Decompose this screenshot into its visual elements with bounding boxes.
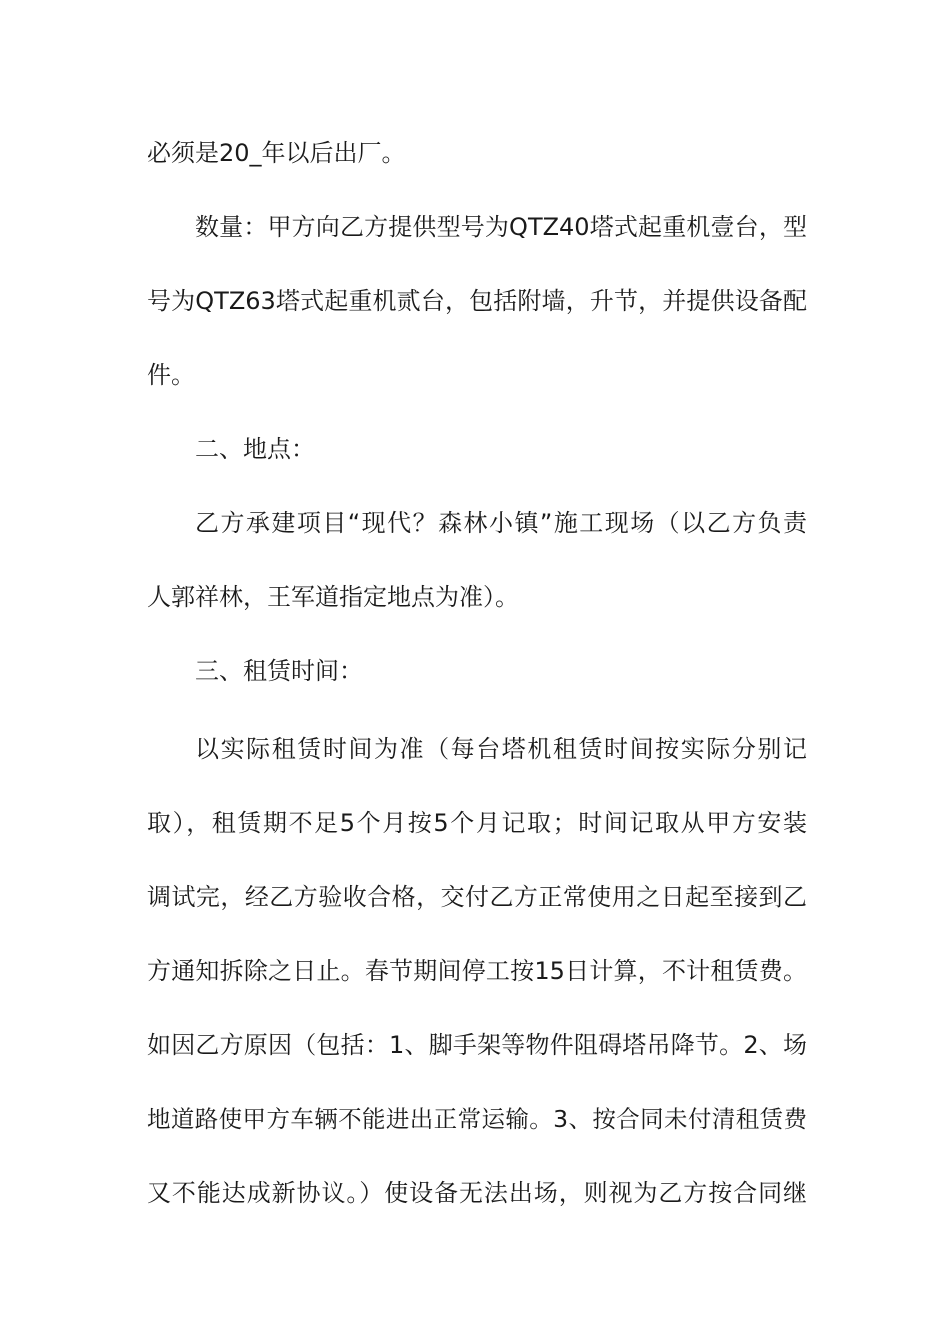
text-line-3: 号为QTZ63塔式起重机贰台，包括附墙，升节，并提供设备配 — [147, 287, 807, 315]
text-line-11: 调试完，经乙方验收合格，交付乙方正常使用之日起至接到乙 — [147, 883, 807, 911]
text-line-6: 乙方承建项目“现代？森林小镇”施工现场（以乙方负责 — [195, 509, 807, 537]
text-line-14: 地道路使甲方车辆不能进出正常运输。3、按合同未付清租赁费 — [147, 1105, 807, 1133]
text-line-7: 人郭祥林，王军道指定地点为准）。 — [147, 583, 519, 611]
text-line-1: 必须是20_年以后出厂。 — [147, 139, 406, 167]
text-line-10: 取），租赁期不足5个月按5个月记取；时间记取从甲方安装 — [147, 809, 807, 837]
text-line-9: 以实际租赁时间为准（每台塔机租赁时间按实际分别记 — [195, 735, 807, 763]
text-line-4: 件。 — [147, 361, 195, 389]
text-line-15: 又不能达成新协议。）使设备无法出场，则视为乙方按合同继 — [147, 1179, 807, 1207]
section-heading-location: 二、地点： — [195, 435, 315, 463]
text-line-13: 如因乙方原因（包括：1、脚手架等物件阻碍塔吊降节。2、场 — [147, 1031, 807, 1059]
text-line-2: 数量：甲方向乙方提供型号为QTZ40塔式起重机壹台，型 — [195, 213, 807, 241]
section-heading-lease-time: 三、租赁时间： — [195, 657, 363, 685]
text-line-12: 方通知拆除之日止。春节期间停工按15日计算，不计租赁费。 — [147, 957, 807, 985]
